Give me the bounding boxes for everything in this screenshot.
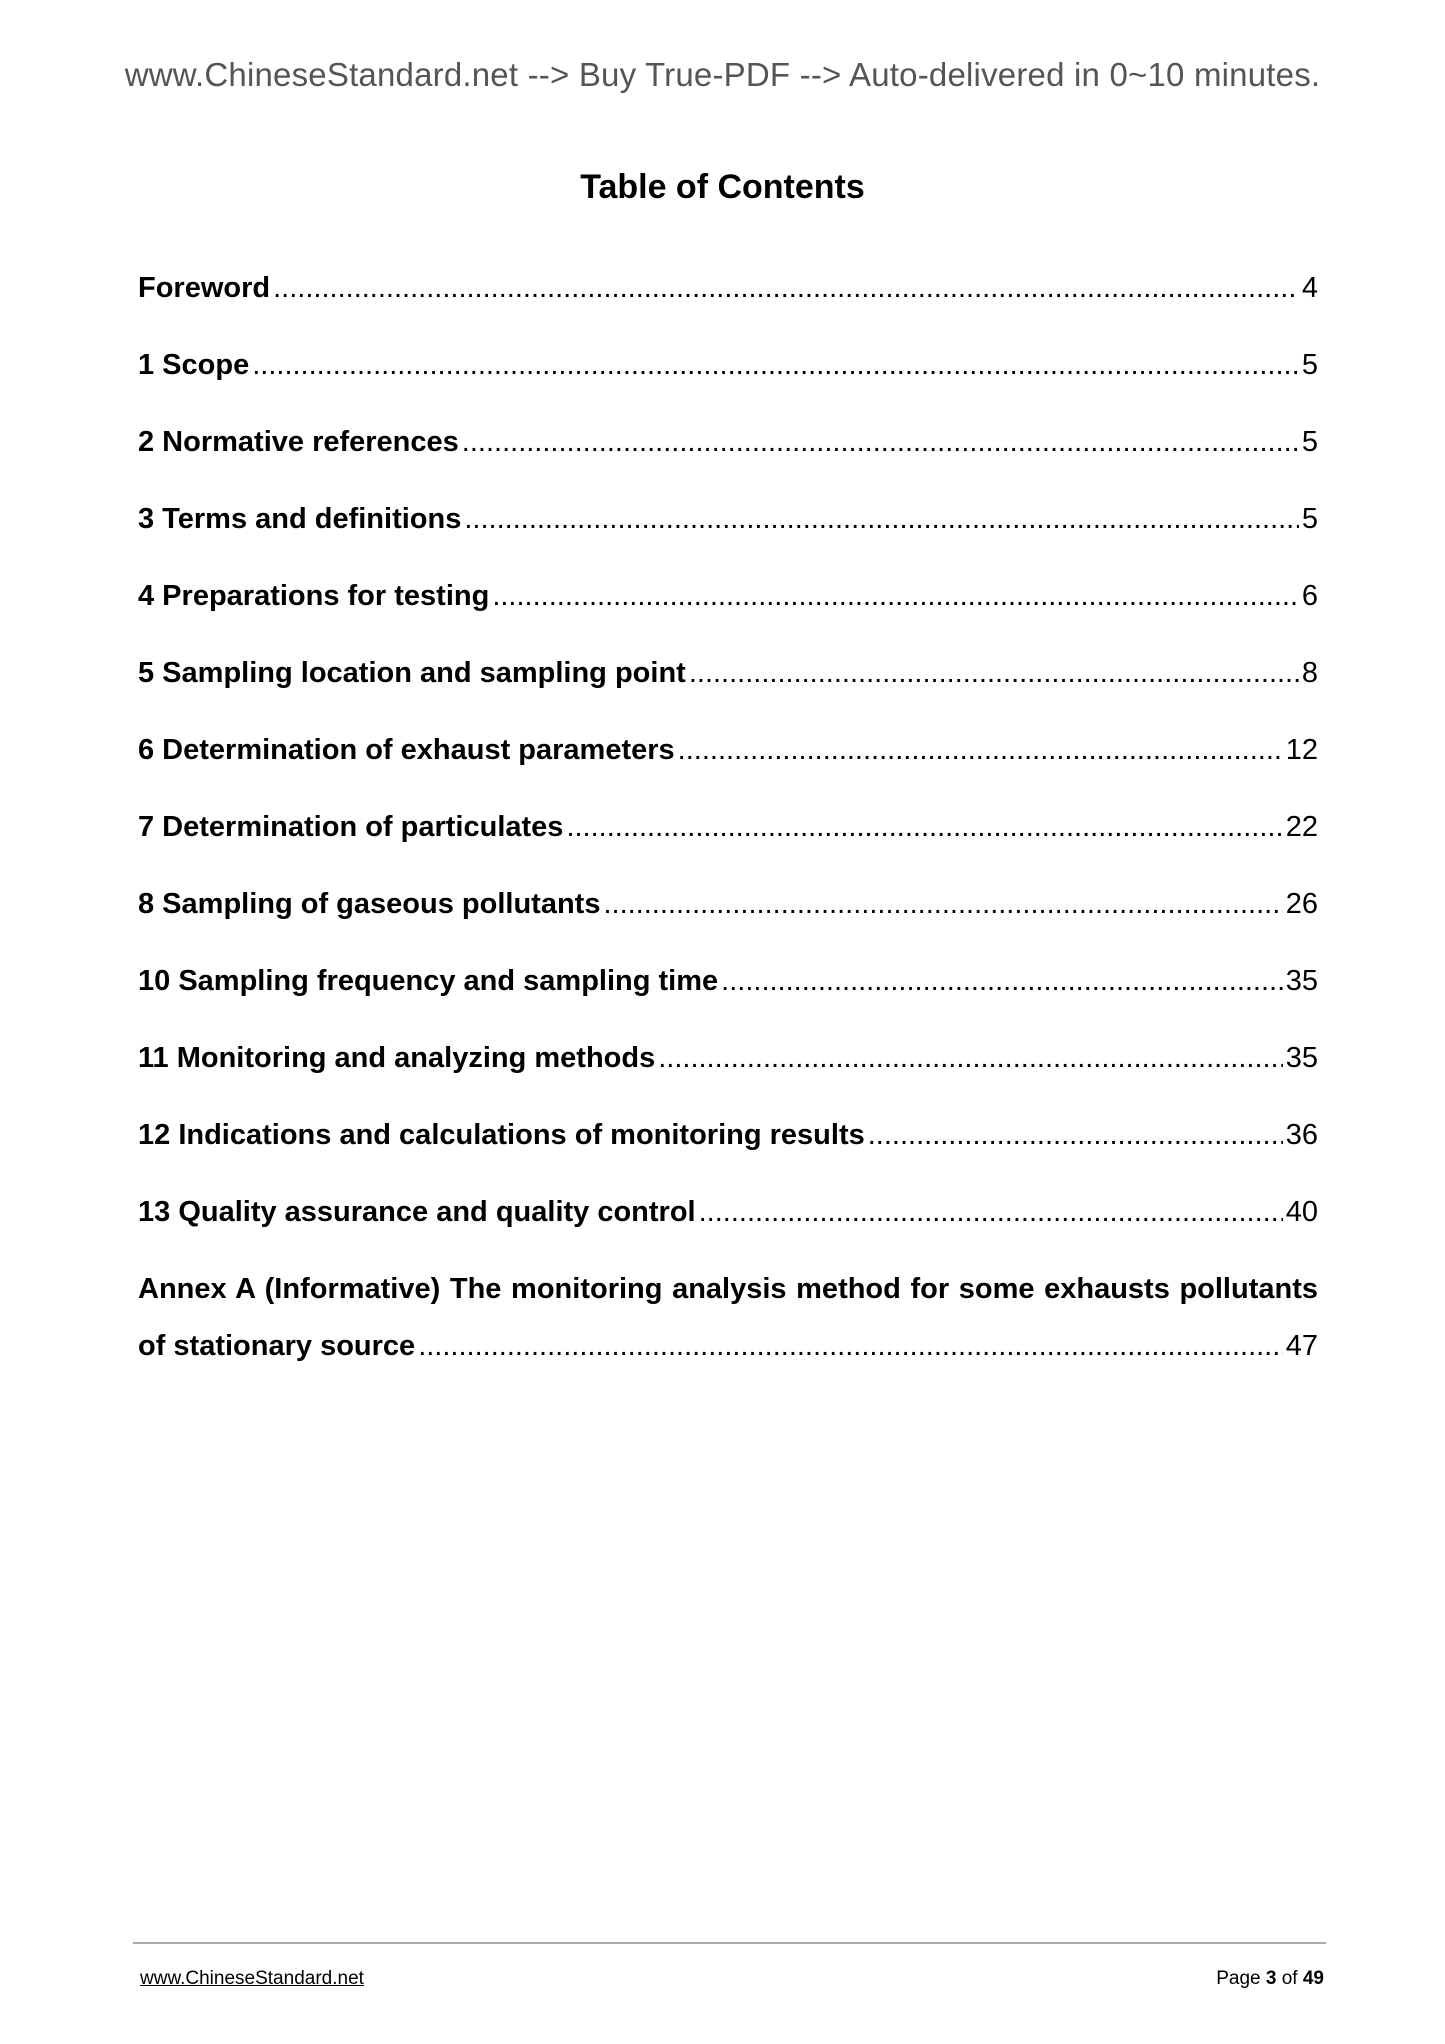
table-of-contents — [138, 250, 1318, 1375]
toc-leader-dots — [252, 327, 1299, 404]
toc-entry-page: 4 — [1301, 272, 1318, 304]
toc-entry-page: 35 — [1285, 965, 1318, 997]
toc-entry-label: 7 Determination of particulates — [138, 811, 564, 843]
toc-leader-dots — [699, 1174, 1283, 1251]
toc-entry-label: 2 Normative references — [138, 426, 459, 458]
toc-leader-dots — [492, 558, 1299, 635]
toc-leader-dots — [868, 1097, 1283, 1174]
footer-page-number — [1216, 1968, 1324, 1990]
toc-entry-label: 11 Monitoring and analyzing methods — [138, 1042, 656, 1074]
toc-entry-annex-a[interactable] — [138, 1261, 1318, 1375]
toc-entry-page: 5 — [1301, 349, 1318, 381]
toc-entry-particulates[interactable] — [138, 789, 1318, 866]
toc-entry-page: 35 — [1285, 1042, 1318, 1074]
toc-entry-normative-references[interactable] — [138, 404, 1318, 481]
toc-leader-dots — [418, 1318, 1283, 1375]
toc-entry-page: 40 — [1285, 1196, 1318, 1228]
toc-entry-page: 12 — [1285, 734, 1318, 766]
toc-leader-dots — [721, 943, 1283, 1020]
toc-leader-dots — [658, 1020, 1283, 1097]
toc-leader-dots — [273, 250, 1299, 327]
toc-entry-page: 22 — [1285, 811, 1318, 843]
toc-entry-gaseous-pollutants[interactable] — [138, 866, 1318, 943]
page-total: 49 — [1302, 1968, 1324, 1989]
toc-entry-label: 5 Sampling location and sampling point — [138, 657, 686, 689]
toc-entry-page: 5 — [1301, 426, 1318, 458]
toc-leader-dots — [566, 789, 1282, 866]
toc-entry-terms-definitions[interactable] — [138, 481, 1318, 558]
page-of: of — [1281, 1968, 1298, 1989]
toc-entry-label: 10 Sampling frequency and sampling time — [138, 965, 719, 997]
toc-entry-label: 6 Determination of exhaust parameters — [138, 734, 675, 766]
toc-entry-label: 4 Preparations for testing — [138, 580, 490, 612]
toc-entry-page: 8 — [1301, 657, 1318, 689]
toc-entry-label: 13 Quality assurance and quality control — [138, 1196, 696, 1228]
toc-leader-dots — [462, 404, 1299, 481]
toc-entry-label: 3 Terms and definitions — [138, 503, 462, 535]
toc-entry-indications-calculations[interactable] — [138, 1097, 1318, 1174]
toc-entry-page: 6 — [1301, 580, 1318, 612]
toc-entry-page: 36 — [1285, 1119, 1318, 1151]
toc-title: Table of Contents — [580, 168, 865, 206]
toc-entry-page: 5 — [1301, 503, 1318, 535]
toc-entry-sampling-frequency[interactable] — [138, 943, 1318, 1020]
toc-entry-page: 47 — [1285, 1330, 1318, 1362]
toc-leader-dots — [603, 866, 1282, 943]
toc-leader-dots — [464, 481, 1299, 558]
toc-entry-scope[interactable] — [138, 327, 1318, 404]
toc-entry-preparations[interactable] — [138, 558, 1318, 635]
toc-entry-monitoring-methods[interactable] — [138, 1020, 1318, 1097]
footer-divider — [133, 1942, 1326, 1944]
toc-entry-sampling-location[interactable] — [138, 635, 1318, 712]
toc-entry-label: 12 Indications and calculations of monitoring results — [138, 1119, 865, 1151]
toc-entry-label: Foreword — [138, 272, 271, 304]
toc-entry-foreword[interactable] — [138, 250, 1318, 327]
toc-entry-label-continued: of stationary source — [138, 1330, 416, 1362]
page-prefix: Page — [1216, 1968, 1261, 1989]
toc-entry-label: 8 Sampling of gaseous pollutants — [138, 888, 601, 920]
toc-leader-dots — [689, 635, 1299, 712]
toc-entry-page: 26 — [1285, 888, 1318, 920]
page-header-banner: www.ChineseStandard.net --> Buy True-PDF --> Auto-delivered in 0~10 minutes. — [124, 56, 1321, 93]
toc-leader-dots — [678, 712, 1283, 789]
toc-entry-label: Annex A (Informative) The monitoring analysis method for some exhausts pollutants — [138, 1273, 1318, 1305]
toc-entry-exhaust-parameters[interactable] — [138, 712, 1318, 789]
footer-site-link[interactable]: www.ChineseStandard.net — [140, 1968, 364, 1989]
toc-entry-quality-assurance[interactable] — [138, 1174, 1318, 1251]
page-current: 3 — [1265, 1968, 1277, 1989]
toc-entry-label: 1 Scope — [138, 349, 250, 381]
